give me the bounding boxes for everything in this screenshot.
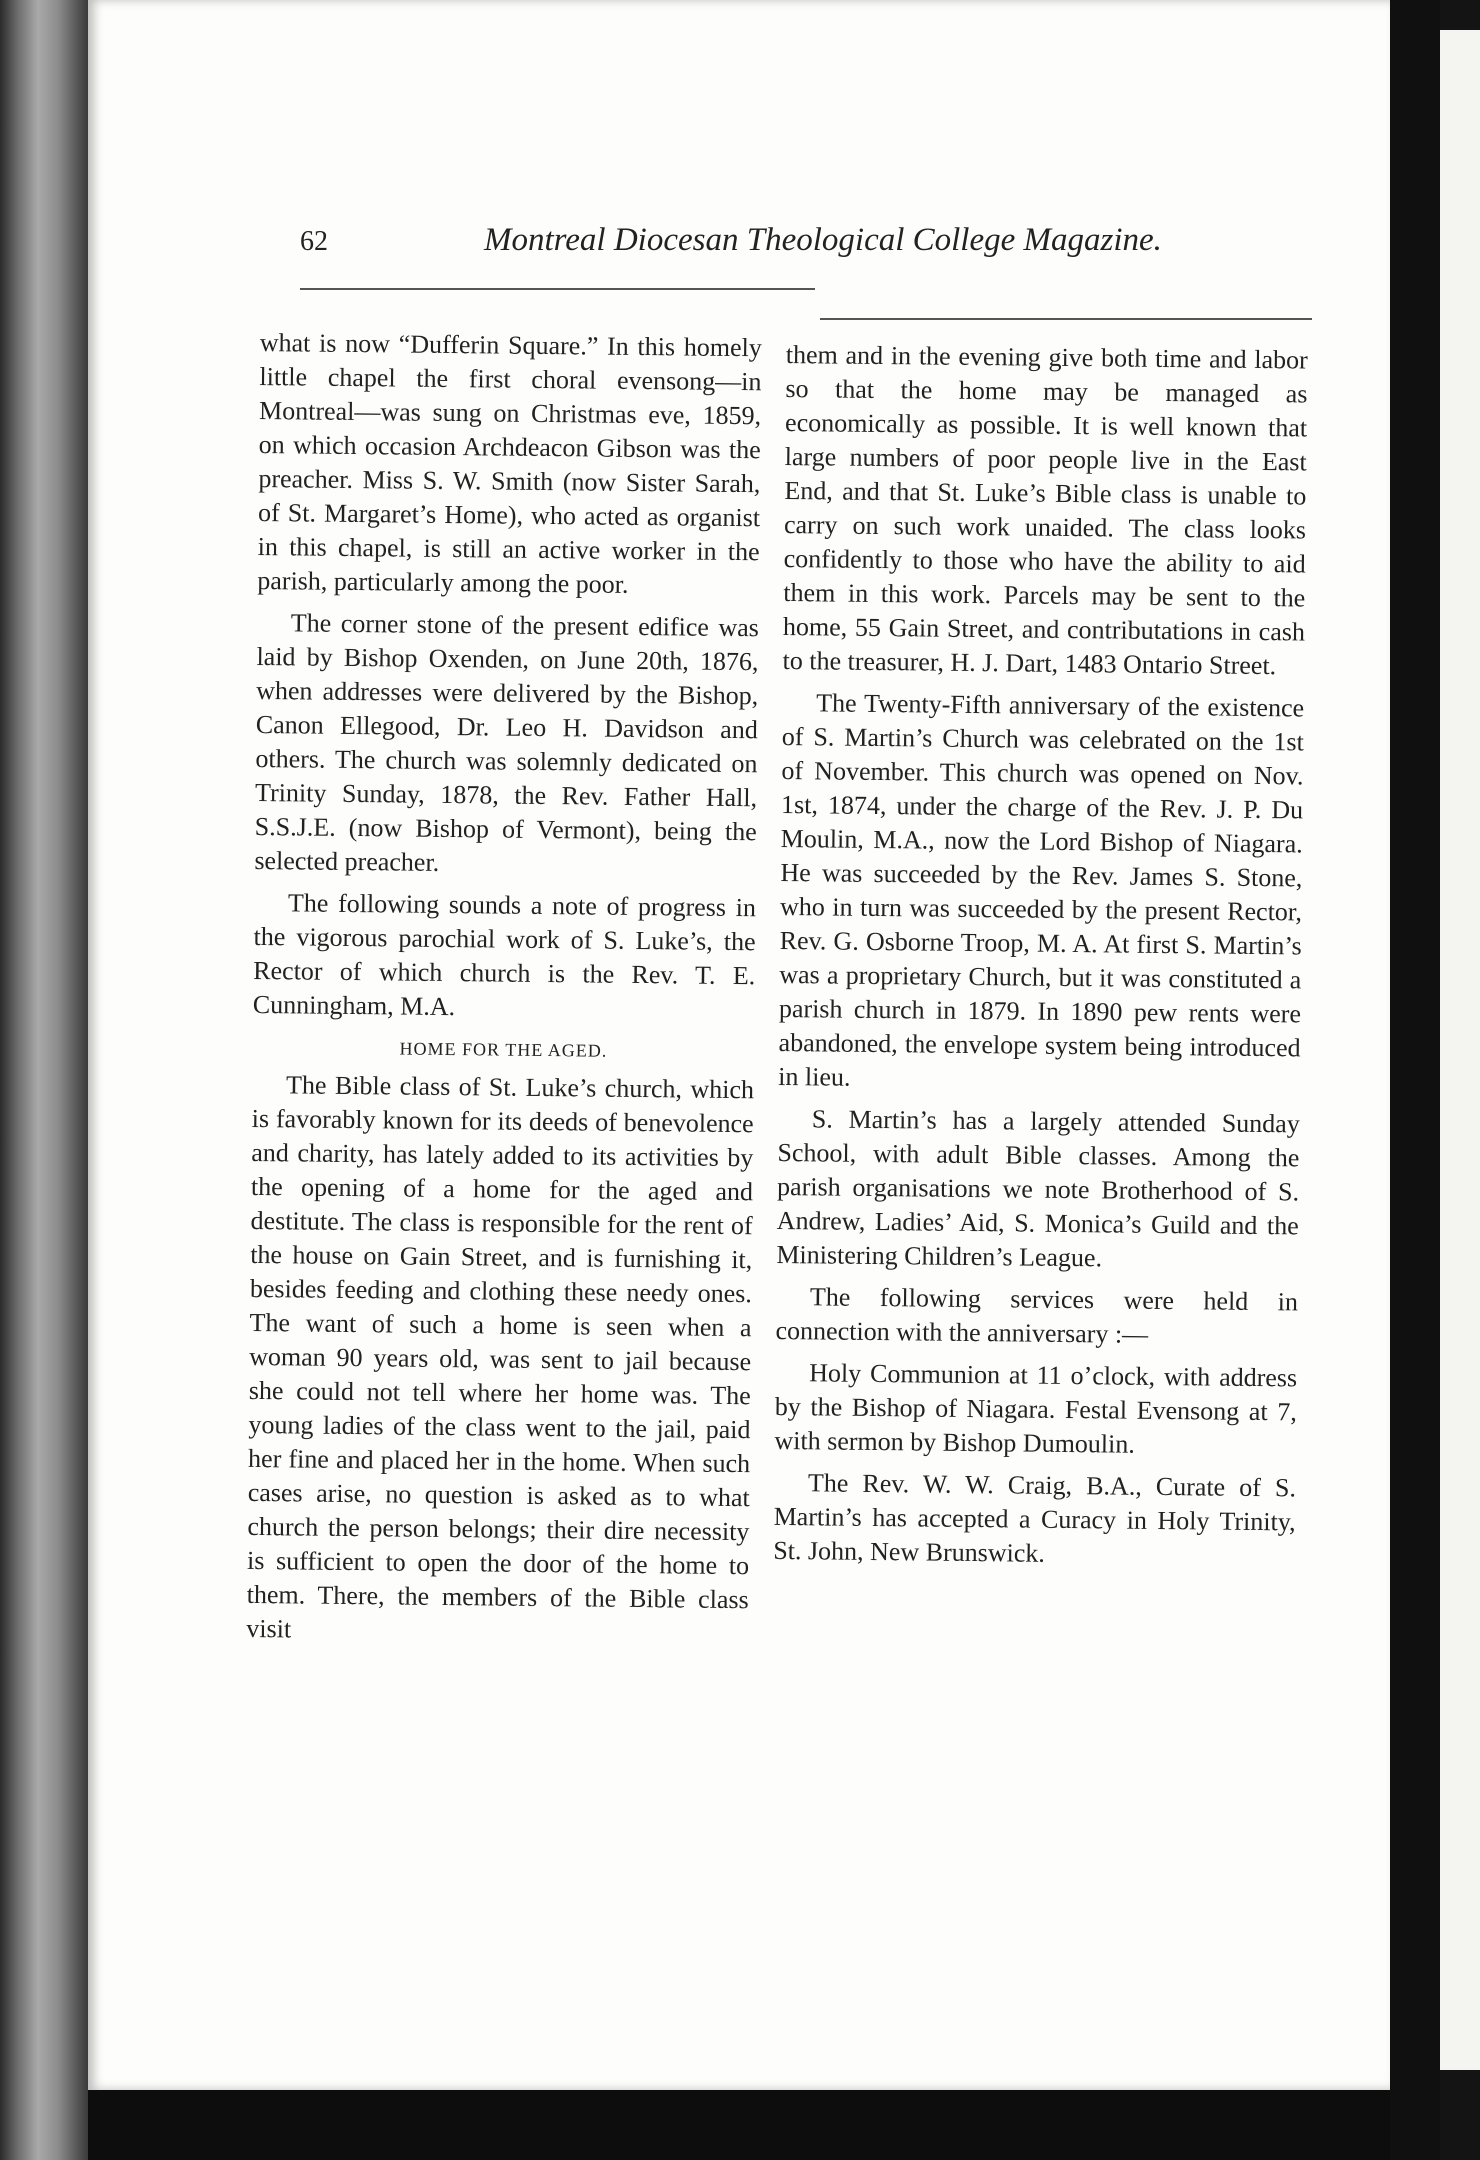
running-head bbox=[300, 222, 1162, 278]
scan-bottom-border bbox=[88, 2090, 1390, 2160]
left-column bbox=[246, 326, 762, 1659]
facing-page-edge bbox=[1440, 30, 1480, 2070]
paragraph: S. Martin’s has a largely attended Sunday School, with adult Bible classes. Among the parish organisations we note Brotherhood of S. Andrew, Ladies’ Aid, S. Monica’s Guild and the Ministering Children’s League. bbox=[776, 1104, 1300, 1273]
paragraph: Holy Communion at 11 o’clock, with address by the Bishop of Niagara. Festal Evensong at 7, with sermon by Bishop Dumoulin. bbox=[774, 1358, 1298, 1459]
paragraph: The corner stone of the present edifice was laid by Bishop Oxenden, on June 20th, 1876, when addresses were delivered by the Bishop, Canon Ellegood, Dr. Leo H. Davidson and others. The church was solemnly dedicated on Trinity Sunday, 1878, the Rev. Father Hall, S.S.J.E. (now Bishop of Vermont), being the selected preacher. bbox=[254, 608, 760, 877]
paragraph: them and in the evening give both time and labor so that the home may be managed as economically as possible. It is well known that large numbers of poor people live in the East End, and that St. Luke’s Bible class is unable to carry on such work unaided. The class looks confidently to those who have the ability to aid them in this work. Parcels may be sent to the home, 55 Gain Street, and contributations in cash to the treasurer, H. J. Dart, 1483 Ontario Street. bbox=[782, 339, 1308, 681]
paragraph: The Rev. W. W. Craig, B.A., Curate of S. Martin’s has accepted a Curacy in Holy Trinity, St. John, New Brunswick. bbox=[773, 1468, 1297, 1568]
paragraph: The Bible class of St. Luke’s church, which is favorably known for its deeds of benevolence and charity, has lately added to its activities by the opening of a home for the aged and destitute. The class is responsible for the rent of the house on Gain Street, and is furnishing it, besides feeding and clothing these needy ones. The want of such a home is seen when a woman 90 years old, was sent to jail because she could not tell where her home was. The young ladies of the class went to the jail, paid her fine and placed her in the home. When such cases arise, no question is asked as to what church the person belongs; their dire necessity is sufficient to open the door of the home to them. There, the members of the Bible class visit bbox=[246, 1070, 755, 1644]
page-number: 62 bbox=[300, 226, 328, 257]
right-column bbox=[773, 338, 1308, 1581]
book-binding-edge bbox=[0, 0, 88, 2160]
paragraph: The following services were held in connection with the anniversary :— bbox=[775, 1282, 1299, 1349]
header-rule-right bbox=[820, 318, 1312, 320]
journal-title: Montreal Diocesan Theological College Magazine. bbox=[484, 222, 1162, 258]
paragraph: what is now “Dufferin Square.” In this homely little chapel the first choral evensong—in Montreal—was sung on Christmas eve, 1859, on which occasion Archdeacon Gibson was the preacher. Miss S. W. Smith (now Sister Sarah, of St. Margaret’s Home), who acted as organist in this chapel, is still an active worker in the parish, particularly among the poor. bbox=[257, 327, 762, 599]
page-gutter-shadow bbox=[1390, 0, 1440, 2160]
paragraph: The following sounds a note of progress in the vigorous parochial work of S. Luke’s, the Rector of which church is the Rev. T. E. Cunningham, M.A. bbox=[252, 888, 757, 1022]
paragraph: The Twenty-Fifth anniversary of the existence of S. Martin’s Church was celebrated on the 1st of November. This church was opened on Nov. 1st, 1874, under the charge of the Rev. J. P. Du Moulin, M.A., now the Lord Bishop of Niagara. He was succeeded by the Rev. James S. Stone, who in turn was succeeded by the present Rector, Rev. G. Osborne Troop, M. A. At first S. Martin’s was a proprietary Church, but it was constituted a parish church in 1879. In 1890 pew rents were abandoned, the envelope system being introduced in lieu. bbox=[778, 688, 1305, 1092]
section-heading: HOME FOR THE AGED. bbox=[399, 1038, 608, 1061]
header-rule-left bbox=[300, 288, 815, 290]
